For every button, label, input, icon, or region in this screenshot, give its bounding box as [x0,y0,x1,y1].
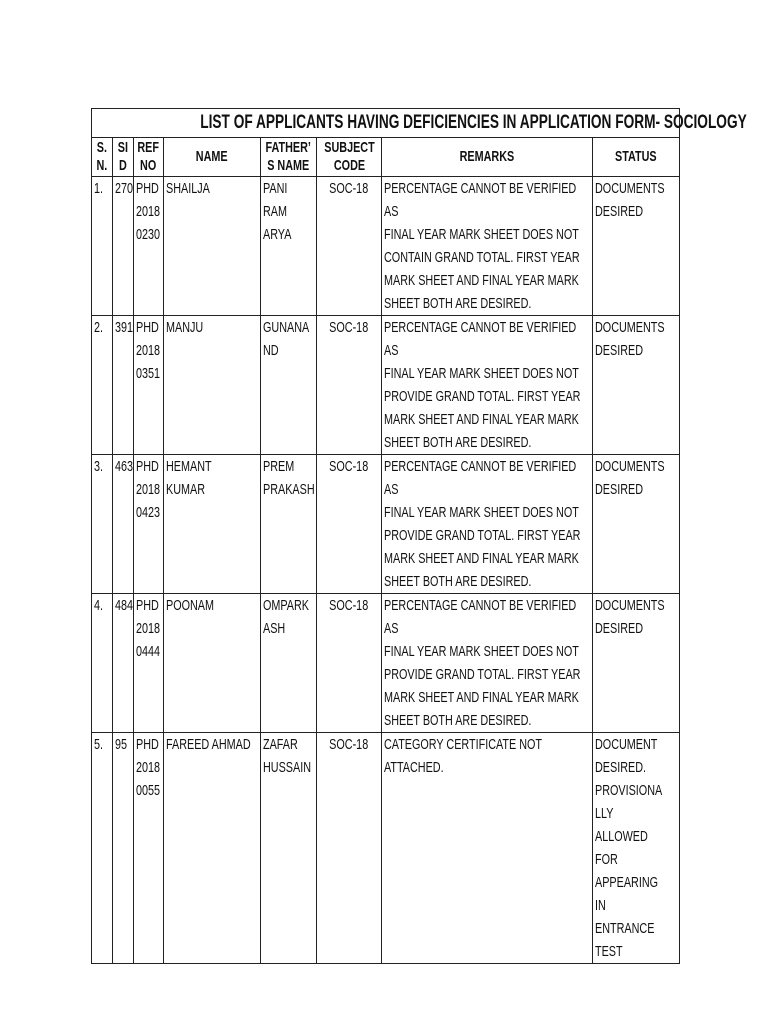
cell-status: DOCUMENTS DESIRED [593,316,680,455]
cell-sid: 270 [113,177,134,316]
cell-subject: SOC-18 [317,177,382,316]
table-row [92,733,680,964]
header-status: STATUS [593,138,680,177]
header-remarks: REMARKS [382,138,593,177]
applicants-table [91,108,747,964]
cell-remarks: PERCENTAGE CANNOT BE VERIFIED AS FINAL YEAR MARK SHEET DOES NOT CONTAIN GRAND TOTAL. FIRST YEAR MARK SHEET AND FINAL YEAR MARK SHEET BOTH ARE DESIRED. [382,177,593,316]
table-row [92,316,680,455]
cell-status: DOCUMENTS DESIRED [593,594,680,733]
cell-sn: 3. [92,455,113,594]
page-title: LIST OF APPLICANTS HAVING DEFICIENCIES IN APPLICATION FORM- SOCIOLOGY [200,112,747,133]
cell-ref: PHD 2018 0055 [134,733,164,964]
table-row [92,177,680,316]
cell-status: DOCUMENTS DESIRED [593,455,680,594]
cell-sid: 95 [113,733,134,964]
table-row [92,594,680,733]
cell-remarks: PERCENTAGE CANNOT BE VERIFIED AS FINAL YEAR MARK SHEET DOES NOT PROVIDE GRAND TOTAL. FIRST YEAR MARK SHEET AND FINAL YEAR MARK SHEET BOTH ARE DESIRED. [382,316,593,455]
cell-name: SHAILJA [164,177,261,316]
title-row [92,109,680,138]
cell-father: PREM PRAKASH [261,455,317,594]
cell-sn: 1. [92,177,113,316]
cell-ref: PHD 2018 0444 [134,594,164,733]
cell-status: DOCUMENT DESIRED. PROVISIONA LLY ALLOWED FOR APPEARING IN ENTRANCE TEST [593,733,680,964]
table-row [92,455,680,594]
cell-status: DOCUMENTS DESIRED [593,177,680,316]
cell-name: POONAM [164,594,261,733]
cell-father: GUNANA ND [261,316,317,455]
cell-remarks: PERCENTAGE CANNOT BE VERIFIED AS FINAL YEAR MARK SHEET DOES NOT PROVIDE GRAND TOTAL. FIRST YEAR MARK SHEET AND FINAL YEAR MARK SHEET BOTH ARE DESIRED. [382,455,593,594]
cell-sid: 391 [113,316,134,455]
cell-subject: SOC-18 [317,455,382,594]
cell-sn: 4. [92,594,113,733]
cell-subject: SOC-18 [317,594,382,733]
cell-remarks: CATEGORY CERTIFICATE NOT ATTACHED. [382,733,593,964]
cell-sid: 484 [113,594,134,733]
title-cell [92,109,747,138]
cell-father: PANI RAM ARYA [261,177,317,316]
cell-sn: 2. [92,316,113,455]
cell-father: ZAFAR HUSSAIN [261,733,317,964]
cell-sid: 463 [113,455,134,594]
cell-ref: PHD 2018 0230 [134,177,164,316]
header-sn: S. N. [92,138,113,177]
cell-ref: PHD 2018 0423 [134,455,164,594]
cell-name: MANJU [164,316,261,455]
header-ref: REF NO [134,138,164,177]
header-subject: SUBJECT CODE [317,138,382,177]
cell-sn: 5. [92,733,113,964]
cell-father: OMPARK ASH [261,594,317,733]
cell-name: HEMANT KUMAR [164,455,261,594]
header-father: FATHER’ S NAME [261,138,317,177]
cell-subject: SOC-18 [317,733,382,964]
header-name: NAME [164,138,261,177]
cell-name: FAREED AHMAD [164,733,261,964]
header-sid: SI D [113,138,134,177]
cell-ref: PHD 2018 0351 [134,316,164,455]
cell-remarks: PERCENTAGE CANNOT BE VERIFIED AS FINAL YEAR MARK SHEET DOES NOT PROVIDE GRAND TOTAL. FIRST YEAR MARK SHEET AND FINAL YEAR MARK SHEET BOTH ARE DESIRED. [382,594,593,733]
cell-subject: SOC-18 [317,316,382,455]
header-row [92,138,680,177]
